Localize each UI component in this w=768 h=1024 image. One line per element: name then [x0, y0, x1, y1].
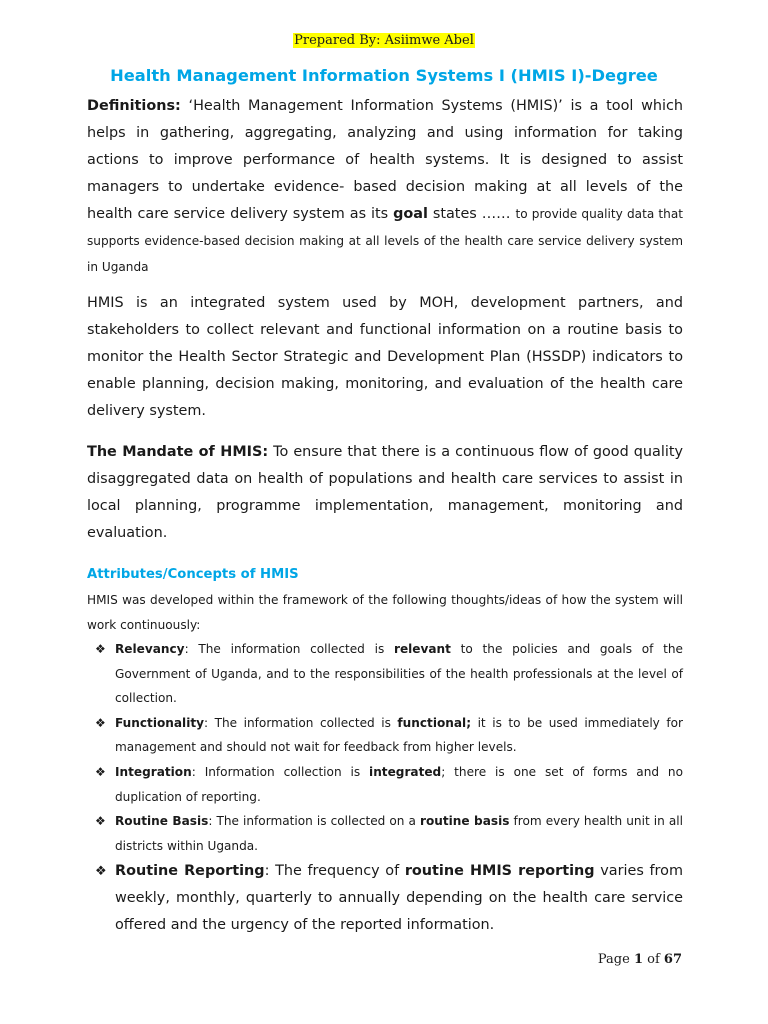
mandate-paragraph	[87, 439, 683, 547]
definitions-text: ‘Health Management Information Systems (HMIS)’ is a tool which helps in gathering, aggregating, analyzing and using information for taking actions to improve performance of health systems. It is designed to assist managers to undertake evidence- based decision making at all levels of the health care service delivery system as its	[87, 98, 683, 222]
attribute-text: it is to be used immediately for management and should not wait for feedback from higher levels.	[115, 715, 683, 755]
attribute-term: Routine Basis	[115, 814, 209, 829]
mandate-text: To ensure that there is a continuous flow of good quality disaggregated data on health of populations and health care services to assist in local planning, programme implementation, management, monitoring and evaluation.	[87, 444, 683, 541]
attribute-text: : The information collected is	[204, 715, 398, 730]
goal-word: goal	[393, 205, 428, 222]
prepared-by-line	[0, 32, 768, 50]
attributes-heading: Attributes/Concepts of HMIS	[87, 567, 299, 582]
attribute-text: : The frequency of	[264, 863, 405, 879]
mandate-label: The Mandate of HMIS:	[87, 444, 269, 460]
of-word: of	[647, 952, 660, 967]
list-item	[95, 809, 683, 858]
attribute-key: routine HMIS reporting	[404, 863, 595, 879]
list-item	[95, 858, 683, 939]
attribute-term: Integration	[115, 764, 192, 779]
diamond-bullet-icon: ❖	[95, 764, 106, 779]
total-pages: 67	[663, 952, 682, 967]
attribute-text: ; there is one set of forms and no duplication of reporting.	[115, 764, 683, 804]
attribute-key: relevant	[393, 642, 451, 656]
attribute-key: routine basis	[420, 814, 510, 829]
document-title: Health Management Information Systems I (HMIS I)-Degree	[110, 66, 658, 85]
list-item	[95, 711, 683, 760]
diamond-bullet-icon: ❖	[95, 715, 106, 730]
page-number	[598, 950, 682, 970]
hmis-paragraph: HMIS is an integrated system used by MOH, development partners, and stakeholders to collect relevant and functional information on a routine basis to monitor the Health Sector Strategic and Development Plan (HSSDP) indicators to enable planning, decision making, monitoring, and evaluation of the health care delivery system.	[87, 295, 683, 419]
attributes-intro: HMIS was developed within the framework of the following thoughts/ideas of how the system will work continuously:	[87, 593, 683, 632]
attribute-text: from every health unit in all districts within Uganda.	[115, 814, 683, 853]
goal-statement: to provide quality data that supports evidence-based decision making at all levels of the health care service delivery system in Uganda	[87, 206, 683, 275]
attribute-text: : Information collection is	[191, 764, 370, 779]
attribute-key: functional;	[397, 715, 472, 730]
definitions-states: states ……	[427, 205, 516, 222]
attribute-text: : The information collected is	[184, 642, 394, 656]
list-item	[95, 637, 683, 711]
attribute-text: : The information is collected on a	[208, 814, 420, 829]
prepared-by-highlight: Prepared By: Asiimwe Abel	[294, 33, 474, 48]
attribute-term: Relevancy	[115, 642, 185, 656]
attributes-list	[95, 637, 683, 858]
attributes-list-continued	[95, 858, 683, 939]
attribute-term: Routine Reporting	[115, 863, 265, 879]
diamond-bullet-icon: ❖	[95, 814, 106, 829]
page-word: Page	[597, 952, 630, 967]
list-item	[95, 760, 683, 809]
diamond-bullet-icon: ❖	[95, 642, 106, 656]
attribute-term: Functionality	[115, 715, 205, 730]
definitions-label: Definitions:	[87, 98, 181, 114]
definitions-paragraph	[87, 93, 683, 281]
attribute-key: integrated	[369, 764, 442, 779]
current-page: 1	[633, 952, 643, 967]
attribute-text: to the policies and goals of the Government of Uganda, and to the responsibilities of the health professionals at the level of collection.	[115, 642, 683, 706]
diamond-bullet-icon: ❖	[95, 864, 107, 879]
attribute-text: varies from weekly, monthly, quarterly to annually depending on the health care service offered and the urgency of the reported information.	[115, 863, 683, 933]
